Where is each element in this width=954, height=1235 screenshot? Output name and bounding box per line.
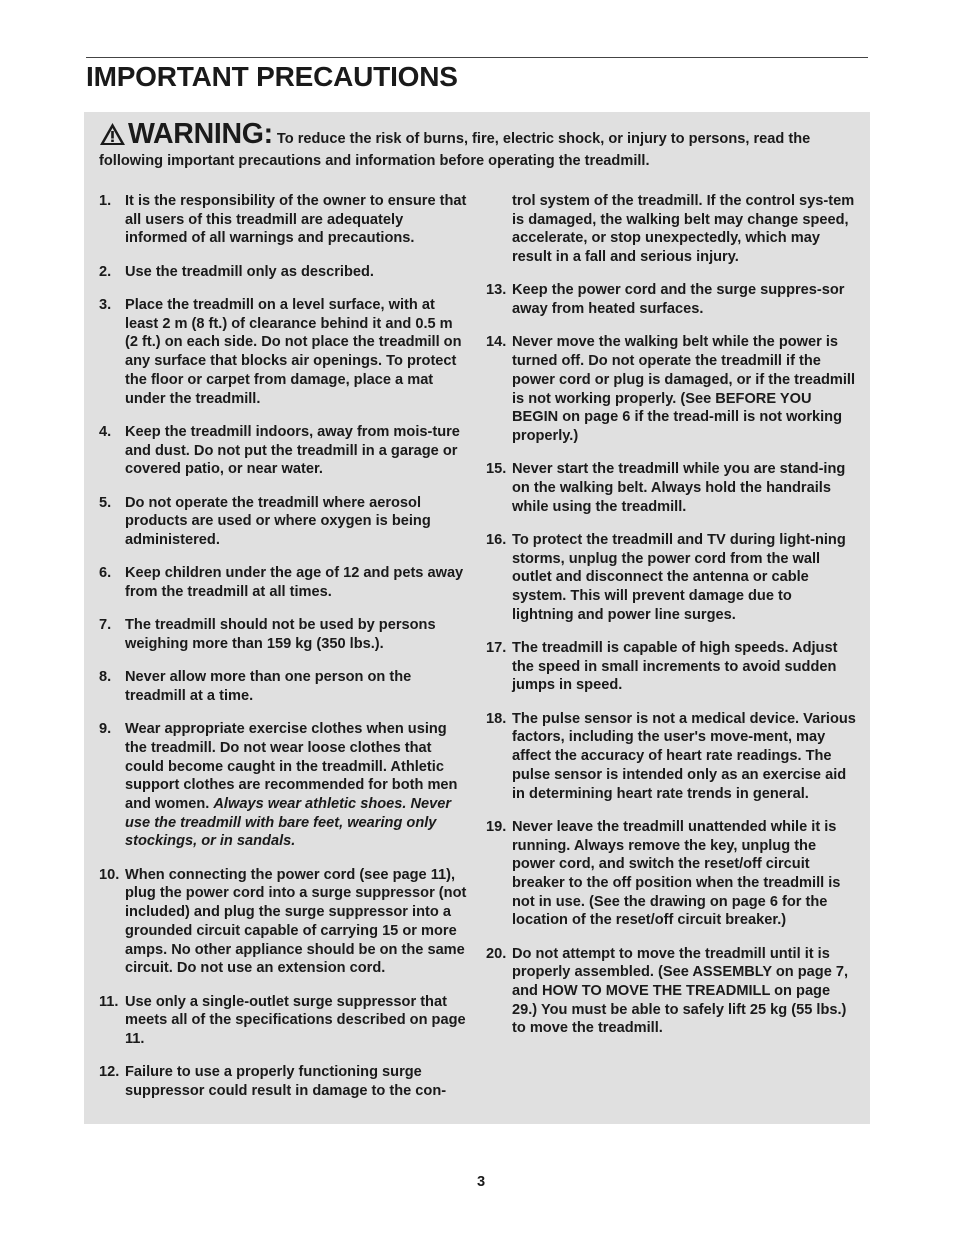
precaution-item	[486, 531, 856, 625]
page-number: 3	[476, 1174, 486, 1190]
precaution-item	[99, 564, 469, 601]
precaution-item	[99, 192, 469, 248]
precaution-number: 5.	[99, 494, 112, 511]
precaution-text: Never allow more than one person on the treadmill at a time.	[125, 669, 412, 704]
precautions-right-column	[486, 192, 856, 1053]
warning-text: To reduce the risk of burns, fire, electric shock, or injury to persons, read the following important precautions and information before operating the treadmill.	[99, 131, 811, 169]
precaution-number: 13.	[486, 282, 507, 299]
precaution-item	[99, 616, 469, 653]
precaution-item	[99, 494, 469, 550]
precaution-item	[486, 460, 856, 516]
precaution-text: The pulse sensor is not a medical device. Various factors, including the user's move-ment, may affect the accuracy of heart rate readings. The pulse sensor is intended only as an exercise aid in determining heart rate trends in general.	[512, 710, 856, 802]
precaution-number: 16.	[486, 531, 507, 548]
precaution-text: Failure to use a properly functioning surge suppressor could result in damage to the con-	[125, 1064, 447, 1099]
precaution-item	[486, 192, 856, 267]
top-rule	[86, 57, 868, 58]
precaution-number: 2.	[99, 263, 112, 280]
precaution-number: 4.	[99, 423, 112, 440]
precaution-text: Use the treadmill only as described.	[125, 263, 374, 280]
page-title: IMPORTANT PRECAUTIONS	[86, 61, 458, 92]
precaution-number: 8.	[99, 669, 112, 686]
precaution-number: 6.	[99, 565, 112, 582]
precaution-item	[486, 639, 856, 695]
precaution-text: trol system of the treadmill. If the control sys-tem is damaged, the walking belt may change speed, accelerate, or stop unexpectedly, which may result in a fall and serious injury.	[512, 193, 855, 266]
precaution-item	[486, 818, 856, 930]
precaution-item	[486, 710, 856, 804]
precaution-text: Never move the walking belt while the power is turned off. Do not operate the treadmill if the power cord or plug is damaged, or if the treadmill is not working properly. (See BEFORE YOU BEGIN on page 6 if the tread-mill is not working properly.)	[512, 334, 856, 444]
precaution-text: Never leave the treadmill unattended while it is running. Always remove the key, unplug the power cord, and switch the reset/off circuit breaker to the off position when the treadmill is not in use. (See the drawing on page 6 for the location of the reset/off circuit breaker.)	[512, 818, 841, 929]
warning-label: WARNING:	[128, 118, 273, 150]
precaution-number: 20.	[486, 945, 507, 962]
warning-header	[99, 118, 859, 171]
warning-box	[84, 112, 870, 1124]
precaution-number: 18.	[486, 710, 507, 727]
precaution-number: 17.	[486, 640, 507, 657]
precaution-text: Keep the treadmill indoors, away from mois-ture and dust. Do not put the treadmill in a garage or covered patio, or near water.	[125, 423, 460, 478]
precaution-text: Keep children under the age of 12 and pets away from the treadmill at all times.	[125, 565, 464, 600]
precaution-item	[99, 296, 469, 408]
precaution-text: Place the treadmill on a level surface, with at least 2 m (8 ft.) of clearance behind it and 0.5 m (2 ft.) on each side. Do not place the treadmill on any surface that blocks air openings. To protect the floor or carpet from damage, place a mat under the treadmill.	[125, 297, 462, 407]
precaution-number: 14.	[486, 334, 507, 351]
precaution-text: Use only a single-outlet surge suppressor that meets all of the specifications described on page 11.	[125, 993, 466, 1047]
precaution-number: 10.	[99, 866, 120, 883]
precaution-text: To protect the treadmill and TV during light-ning storms, unplug the power cord from the wall outlet and disconnect the antenna or cable system. This will prevent damage due to lightning and power line surges.	[512, 531, 846, 623]
precaution-text: The treadmill should not be used by persons weighing more than 159 kg (350 lbs.).	[125, 617, 436, 652]
precaution-item	[99, 1063, 469, 1100]
precaution-number: 3.	[99, 297, 112, 313]
precautions-left-column	[99, 192, 469, 1115]
precaution-text: The treadmill is capable of high speeds. Adjust the speed in small increments to avoid sudden jumps in speed.	[512, 640, 838, 694]
precaution-text: Never start the treadmill while you are stand-ing on the walking belt. Always hold the handrails while using the treadmill.	[512, 461, 846, 515]
precaution-item	[99, 720, 469, 851]
precaution-text: It is the responsibility of the owner to ensure that all users of this treadmill are adequately informed of all warnings and precautions.	[125, 193, 467, 247]
precaution-item	[99, 423, 469, 479]
precaution-item	[99, 993, 469, 1049]
precaution-text: Do not operate the treadmill where aerosol products are used or where oxygen is being administered.	[125, 494, 431, 548]
precaution-text: Do not attempt to move the treadmill until it is properly assembled. (See ASSEMBLY on page 7, and HOW TO MOVE THE TREADMILL on page 29.) You must be able to safely lift 25 kg (55 lbs.) to move the treadmill.	[512, 945, 849, 1037]
precaution-number: 9.	[99, 721, 112, 738]
precaution-number: 1.	[99, 193, 112, 209]
precaution-number: 11.	[99, 993, 119, 1010]
precaution-item	[99, 866, 469, 978]
precaution-item	[99, 263, 469, 282]
precaution-item	[486, 333, 856, 445]
precaution-text: When connecting the power cord (see page 11), plug the power cord into a surge suppressor (not included) and plug the surge suppressor into a grounded circuit capable of carrying 15 or more amps. No other appliance should be on the same circuit. Do not use an extension cord.	[125, 866, 467, 977]
precaution-number: 12.	[99, 1064, 120, 1081]
precaution-number: 15.	[486, 461, 507, 478]
warning-triangle-icon	[99, 122, 126, 152]
precaution-item	[486, 281, 856, 318]
precaution-text: Wear appropriate exercise clothes when using the treadmill. Do not wear loose clothes that could become caught in the treadmill. Athletic support clothes are recommended for both men and women.	[125, 721, 458, 813]
precaution-item	[99, 668, 469, 705]
precaution-number: 19.	[486, 818, 507, 835]
precaution-item	[486, 945, 856, 1039]
precaution-number: 7.	[99, 617, 112, 634]
precaution-emphasis: Always wear athletic shoes. Never use the treadmill with bare feet, wearing only stockings, or in sandals.	[125, 796, 452, 850]
precaution-text: Keep the power cord and the surge suppres-sor away from heated surfaces.	[512, 282, 845, 318]
